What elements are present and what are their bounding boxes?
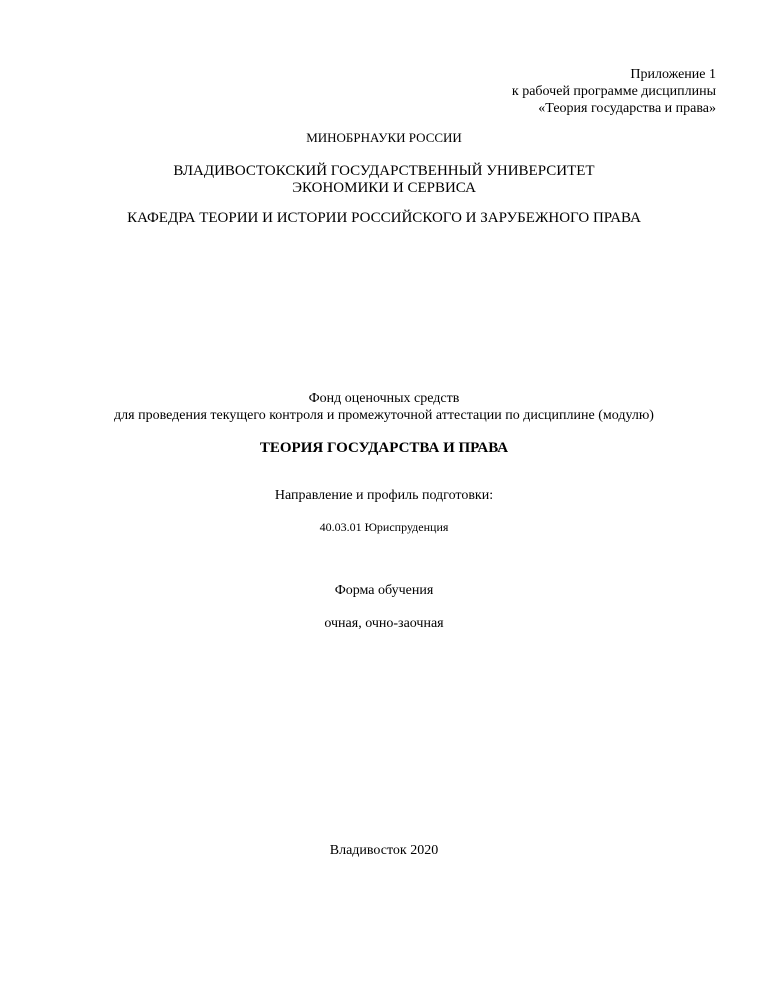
university-name-line-2: ЭКОНОМИКИ И СЕРВИСА: [292, 180, 476, 196]
ministry-name: МИНОБРНАУКИ РОССИИ: [306, 130, 462, 145]
direction-label: Направление и профиль подготовки:: [274, 488, 494, 503]
appendix-line-3: «Теория государства и права»: [538, 101, 716, 116]
study-form-label: Форма обучения: [334, 583, 434, 598]
university-name-line-1: ВЛАДИВОСТОКСКИЙ ГОСУДАРСТВЕННЫЙ УНИВЕРСИТЕТ: [173, 163, 595, 179]
appendix-line-2: к рабочей программе дисциплины: [511, 84, 716, 99]
department-name: КАФЕДРА ТЕОРИИ И ИСТОРИИ РОССИЙСКОГО И ЗАРУБЕЖНОГО ПРАВА: [127, 210, 641, 226]
fund-title-line-2: для проведения текущего контроля и промежуточной аттестации по дисциплине (модулю): [114, 408, 654, 423]
fund-title-line-1: Фонд оценочных средств: [308, 391, 460, 406]
subject-title: ТЕОРИЯ ГОСУДАРСТВА И ПРАВА: [259, 440, 509, 456]
city-year: Владивосток 2020: [329, 843, 439, 858]
appendix-line-1: Приложение 1: [630, 67, 716, 82]
study-form-value: очная, очно-заочная: [324, 616, 444, 631]
appendix-note: [512, 66, 716, 117]
direction-value: 40.03.01 Юриспруденция: [319, 520, 449, 534]
